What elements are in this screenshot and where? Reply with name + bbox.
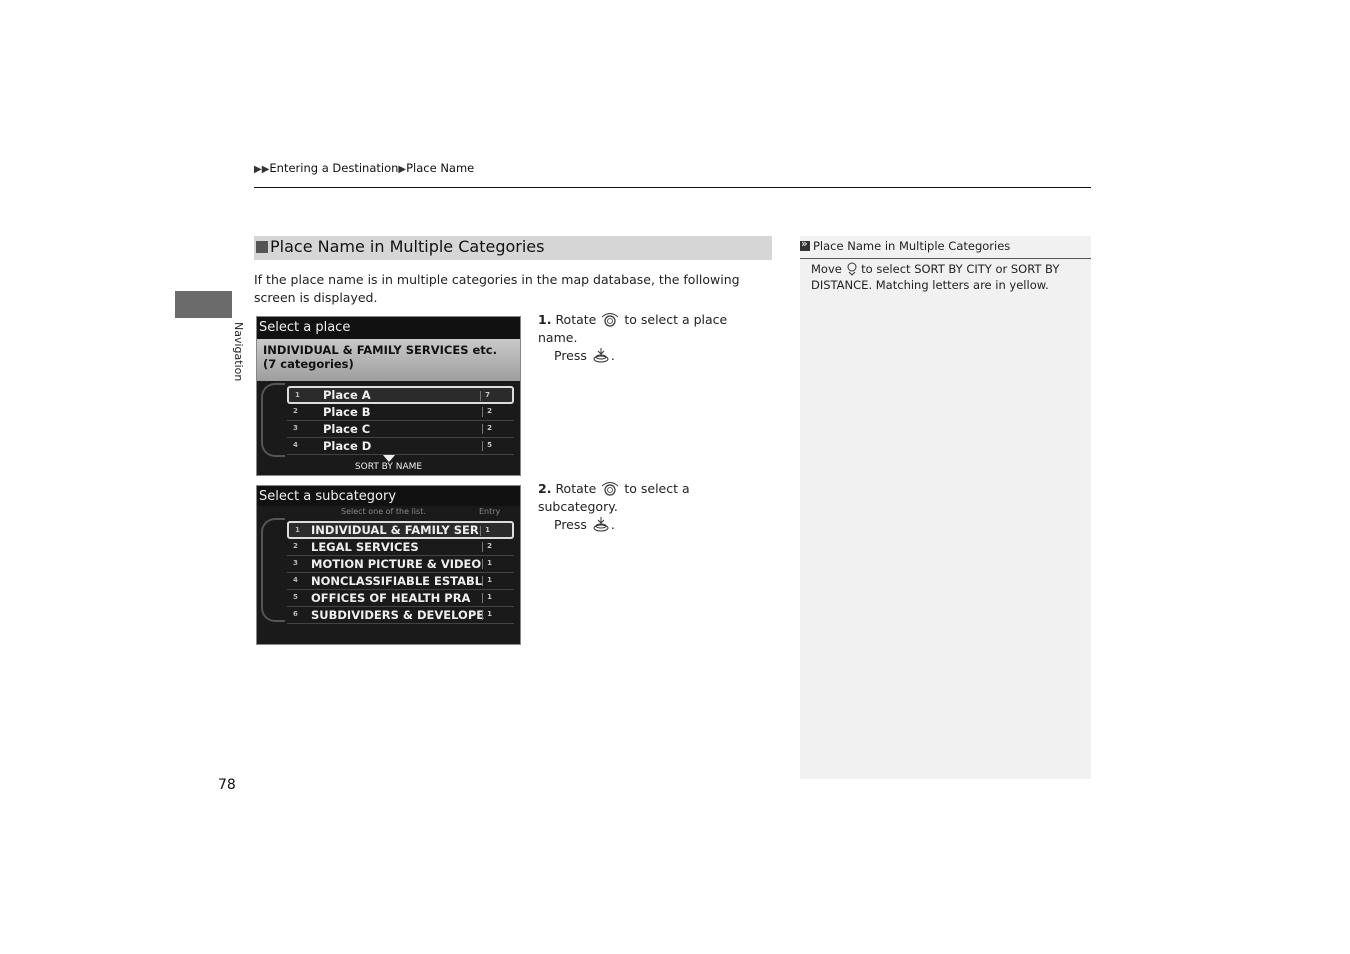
- dial-bracket: [261, 383, 285, 457]
- chapter-label: Navigation: [232, 322, 245, 382]
- entry-label: Entry: [479, 507, 501, 516]
- dial-bracket: [261, 518, 285, 622]
- screen-title: Select a place: [257, 317, 520, 339]
- list-item[interactable]: 3 Place C 2: [287, 421, 514, 438]
- option-sort-by-city: SORT BY CITY: [914, 262, 992, 276]
- screen-info-box: [257, 339, 520, 381]
- breadcrumb-place-name: Place Name: [406, 161, 475, 175]
- note-title: Place Name in Multiple Categories: [813, 239, 1011, 253]
- rotate-knob-icon: [600, 480, 620, 497]
- chapter-tab: [175, 291, 232, 318]
- section-title: Place Name in Multiple Categories: [270, 237, 545, 256]
- step-2: 2. Rotate to select a subcategory. Press .: [538, 481, 690, 532]
- header-rule: [254, 187, 1091, 188]
- list-item[interactable]: 2 LEGAL SERVICES 2: [287, 539, 514, 556]
- triangle-right-icon: ▶▶: [254, 164, 270, 175]
- sort-by-name-label[interactable]: SORT BY NAME: [354, 462, 423, 472]
- list-item[interactable]: 1 INDIVIDUAL & FAMILY SER 1: [287, 521, 514, 539]
- subcategory-list: [287, 521, 514, 624]
- square-bullet-icon: [256, 241, 268, 253]
- note-heading: [800, 236, 1091, 259]
- list-item[interactable]: 1 Place A 7: [287, 386, 514, 404]
- step-1: 1. Rotate to select a place name. Press .: [538, 312, 728, 363]
- double-chevron-icon: [800, 241, 810, 251]
- intro-paragraph: If the place name is in multiple categories in the map database, the following screen is displayed.: [254, 272, 740, 305]
- section-heading: [254, 236, 772, 260]
- note-body: Move to select SORT BY CITY or SORT BY DISTANCE. Matching letters are in yellow.: [811, 262, 1060, 292]
- screen-select-place: [256, 316, 521, 476]
- list-item[interactable]: 3 MOTION PICTURE & VIDEO 1: [287, 556, 514, 573]
- screen-select-subcategory: [256, 485, 521, 645]
- list-item[interactable]: 4 NONCLASSIFIABLE ESTABL 1: [287, 573, 514, 590]
- triangle-right-icon: ▶: [398, 164, 407, 175]
- rotate-knob-icon: [600, 311, 620, 328]
- breadcrumb: [254, 161, 474, 175]
- list-item[interactable]: 4 Place D 5: [287, 438, 514, 455]
- breadcrumb-entering-destination: Entering a Destination: [269, 161, 399, 175]
- option-sort-by-distance: SORT BY DISTANCE: [811, 262, 1060, 292]
- note-panel: [800, 236, 1091, 779]
- list-item[interactable]: 2 Place B 2: [287, 404, 514, 421]
- screen-hint: Select one of the list.: [341, 507, 426, 516]
- scroll-down-arrow-icon[interactable]: [383, 455, 395, 462]
- screen-title: Select a subcategory: [257, 486, 520, 506]
- page-number: 78: [218, 777, 236, 793]
- info-line-2: (7 categories): [263, 357, 354, 371]
- list-item[interactable]: 5 OFFICES OF HEALTH PRA 1: [287, 590, 514, 607]
- info-line-1: INDIVIDUAL & FAMILY SERVICES etc.: [263, 343, 497, 357]
- press-knob-icon: [591, 516, 611, 533]
- press-knob-icon: [591, 347, 611, 364]
- list-item[interactable]: 6 SUBDIVIDERS & DEVELOPE 1: [287, 607, 514, 624]
- place-list: [287, 386, 514, 455]
- joystick-move-icon: [846, 262, 858, 276]
